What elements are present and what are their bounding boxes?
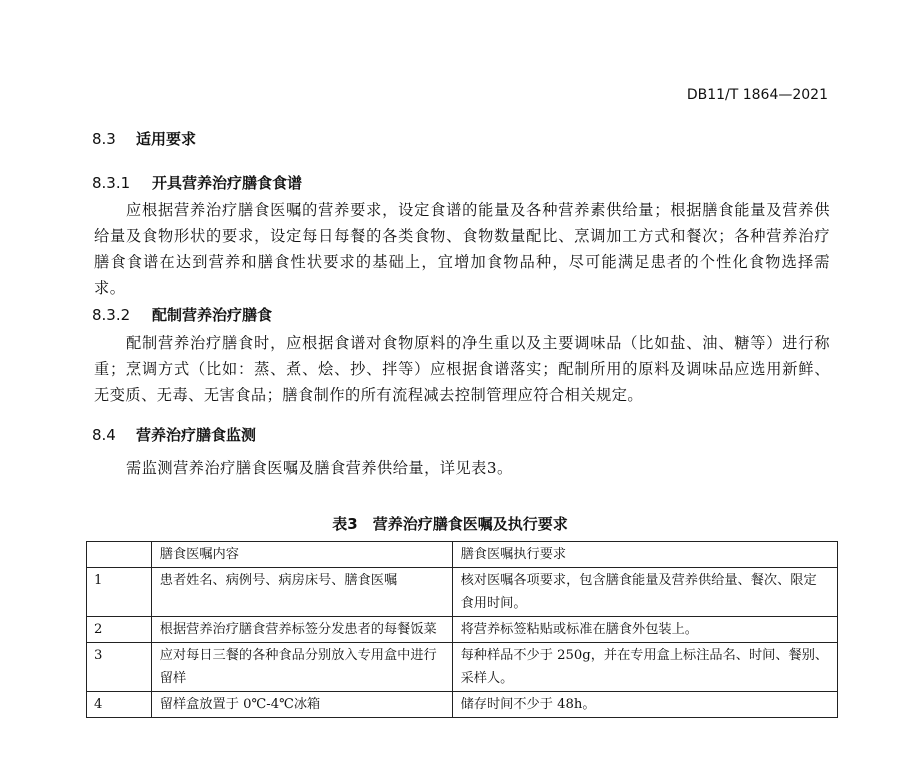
- row-number: 3: [87, 643, 152, 692]
- section-title: 配制营养治疗膳食: [152, 306, 273, 324]
- section-number: 8.3.1: [92, 174, 131, 192]
- requirements-table: [86, 541, 838, 718]
- row-number: 2: [87, 617, 152, 643]
- section-paragraph-8-3-1: 应根据营养治疗膳食医嘱的营养要求，设定食谱的能量及各种营养素供给量；根据膳食能量及营养供给量及食物形状的要求，设定每日每餐的各类食物、食物数量配比、烹调加工方式和餐次；各种营养治疗膳食食谱在达到营养和膳食性状要求的基础上，宜增加食物品种，尽可能满足患者的个性化食物选择需求。: [94, 201, 830, 297]
- row-content: 留样盒放置于 0℃-4℃冰箱: [151, 692, 452, 718]
- section-number: 8.4: [92, 426, 116, 444]
- section-number: 8.3.2: [92, 306, 131, 324]
- row-content: 患者姓名、病例号、病房床号、膳食医嘱: [151, 568, 452, 617]
- table-header-cell: 膳食医嘱执行要求: [452, 542, 837, 568]
- section-heading-8-3-1: [92, 172, 302, 193]
- table-row: [87, 568, 838, 617]
- section-heading-8-3-2: [92, 304, 272, 325]
- section-title: 营养治疗膳食监测: [136, 426, 257, 444]
- section-number: 8.3: [92, 130, 116, 148]
- row-content: 根据营养治疗膳食营养标签分发患者的每餐饭菜: [151, 617, 452, 643]
- table-caption: 表3 营养治疗膳食医嘱及执行要求: [332, 515, 568, 533]
- section-title: 开具营养治疗膳食食谱: [152, 174, 303, 192]
- table-row: [87, 692, 838, 718]
- standard-code: DB11/T 1864—2021: [686, 87, 828, 103]
- section-paragraph-8-3-2: 配制营养治疗膳食时，应根据食谱对食物原料的净生重以及主要调味品（比如盐、油、糖等）进行称重；烹调方式（比如：蒸、煮、烩、抄、拌等）应根据食谱落实；配制所用的原料及调味品应选用新鲜、无变质、无毒、无害食品；膳食制作的所有流程减去控制管理应符合相关规定。: [94, 334, 830, 404]
- row-requirement: 每种样品不少于 250g，并在专用盒上标注品名、时间、餐别、采样人。: [452, 643, 837, 692]
- row-requirement: 储存时间不少于 48h。: [452, 692, 837, 718]
- row-requirement: 将营养标签粘贴或标准在膳食外包装上。: [452, 617, 837, 643]
- table-header-cell: [87, 542, 152, 568]
- section-heading-8-4: [92, 424, 256, 445]
- row-number: 1: [87, 568, 152, 617]
- table-header-cell: 膳食医嘱内容: [151, 542, 452, 568]
- table-row: [87, 617, 838, 643]
- table-row: [87, 643, 838, 692]
- row-number: 4: [87, 692, 152, 718]
- section-heading-8-3: [92, 128, 196, 149]
- table-header-row: [87, 542, 838, 568]
- row-requirement: 核对医嘱各项要求，包含膳食能量及营养供给量、餐次、限定食用时间。: [452, 568, 837, 617]
- section-title: 适用要求: [136, 130, 197, 148]
- section-paragraph-8-4: 需监测营养治疗膳食医嘱及膳食营养供给量，详见表3。: [126, 459, 513, 477]
- row-content: 应对每日三餐的各种食品分别放入专用盒中进行留样: [151, 643, 452, 692]
